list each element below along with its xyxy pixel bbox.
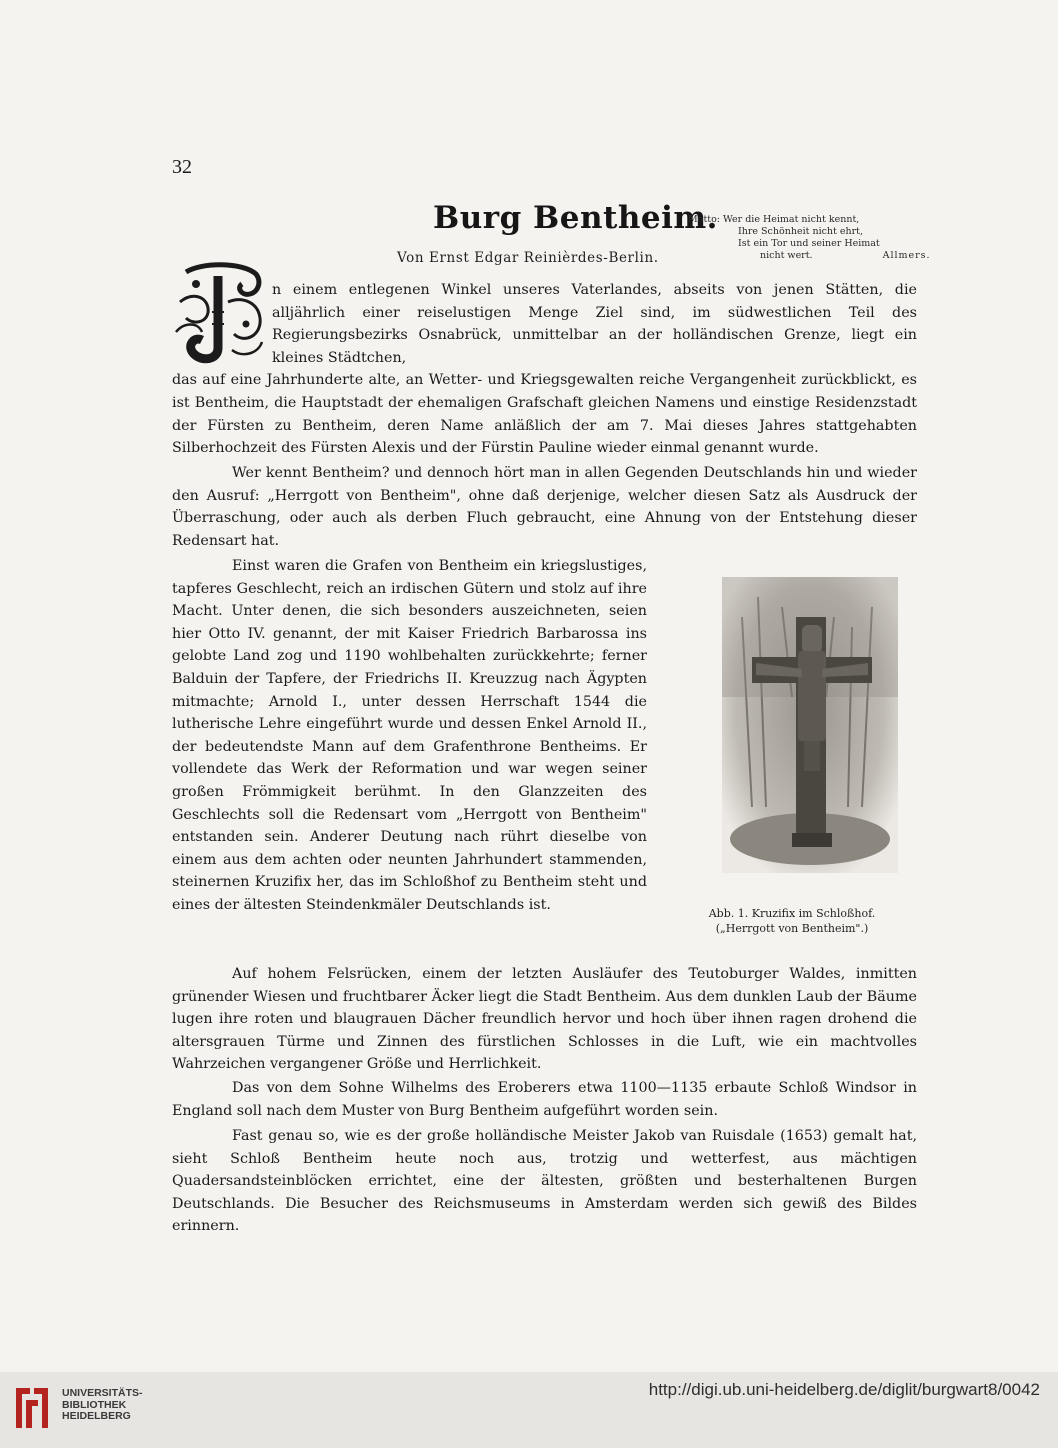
motto-line bbox=[688, 250, 931, 262]
motto-line: Ihre Schönheit nicht ehrt, bbox=[738, 226, 864, 237]
article-title: Burg Bentheim. bbox=[433, 200, 718, 236]
library-name-line: HEIDELBERG bbox=[62, 1410, 131, 1422]
page-number: 32 bbox=[172, 156, 192, 178]
caption-line: („Herrgott von Bentheim".) bbox=[715, 922, 869, 935]
intro-first-lines: n einem entlegenen Winkel unseres Vaterlandes, abseits von jenen Stätten, die alljährlich einer reiselustigen Menge Ziel sind, im südwestlichen Teil des Regierungsbezirks Osnabrück, unmittelbar an der holländischen Grenze, liegt ein kleines Städtchen, bbox=[272, 282, 917, 366]
motto bbox=[688, 214, 931, 262]
paragraph-2: Wer kennt Bentheim? und dennoch hört man in allen Gegenden Deutschlands hin und wieder den Ausruf: „Herrgott von Bentheim", ohne daß derjenige, welcher diesen Satz als Ausdruck der Überraschung, oder auch als derben Fluch gebraucht, eine Ahnung von der Entstehung dieser Redensart hat. bbox=[172, 465, 917, 549]
crucifix-photo bbox=[722, 577, 898, 873]
library-name[interactable] bbox=[62, 1388, 143, 1423]
paragraph-6: Fast genau so, wie es der große holländische Meister Jakob van Ruisdale (1653) gemalt hat, sieht Schloß Bentheim heute noch aus, trotzig und wetterfest, aus mächtigen Quadersandsteinblöcken errichtet, eine der ältesten, größten und besterhaltenen Burgen Deutschlands. Die Besucher des Reichsmuseums in Amsterdam werden sich gewiß des Bildes erinnern. bbox=[172, 1128, 917, 1235]
motto-line: Ist ein Tor und seiner Heimat bbox=[738, 238, 880, 249]
intro-rest: das auf eine Jahrhunderte alte, an Wetter- und Kriegsgewalten reiche Vergangenheit zurückblickt, es ist Bentheim, die Hauptstadt der ehemaligen Grafschaft gleichen Namens und einstige Residenzstadt der Fürsten zu Bentheim, deren Name anläßlich der am 7. Mai dieses Jahres stattgehabten Silberhochzeit des Fürsten Alexis und der Fürstin Pauline wieder einmal genannt wurde. bbox=[172, 372, 917, 457]
paragraph-3: Einst waren die Grafen von Bentheim ein kriegslustiges, tapferes Geschlecht, reich an irdischen Gütern und stolz auf ihre Macht. Unter denen, die sich besonders auszeichneten, seien hier Otto IV. genannt, der mit Kaiser Friedrich Barbarossa ins gelobte Land zog und 1190 wohlbehalten zurückkehrte; ferner Balduin der Tapfere, der Friedrichs II. Kreuzzug nach Ägypten mitmachte; Arnold I., unter dessen Herrschaft 1544 die lutherische Lehre eingeführt wurde und dessen Enkel Arnold II., der bedeutendste Mann auf dem Grafenthrone Bentheims. Er vollendete das Werk der Reformation und war wegen seiner großen Frömmigkeit berühmt. In den Glanzzeiten des Geschlechts soll die Redensart vom „Herrgott von Bentheim" entstanden sein. Anderer Deutung nach rührt dieselbe von einem aus dem achten oder neunten Jahrhundert stammenden, steinernen Kruzifix her, das im Schloßhof zu Bentheim steht und eines der ältesten Steindenkmäler Deutschlands ist. bbox=[172, 558, 647, 913]
paragraph-4: Auf hohem Felsrücken, einem der letzten Ausläufer des Teutoburger Waldes, inmitten grünender Wiesen und fruchtbarer Äcker liegt die Stadt Bentheim. Aus dem dunklen Laub der Bäume lugen ihre roten und blaugrauen Dächer freundlich hervor und hoch über ihnen ragen drohend die altersgrauen Türme und Zinnen des fürstlichen Schlosses in die Luft, wie ein machtvolles Wahrzeichen vergangener Größe und Herrlichkeit. bbox=[172, 966, 917, 1073]
intro-paragraph bbox=[172, 279, 917, 460]
university-library-logo-icon[interactable] bbox=[12, 1384, 52, 1432]
caption-line: Abb. 1. Kruzifix im Schloßhof. bbox=[708, 907, 876, 920]
motto-author: Allmers. bbox=[882, 250, 931, 261]
figure-caption bbox=[664, 906, 920, 936]
source-url-link[interactable]: http://digi.ub.uni-heidelberg.de/diglit/burgwart8/0042 bbox=[648, 1380, 1040, 1399]
article-byline: Von Ernst Edgar Reinièrdes-Berlin. bbox=[397, 250, 659, 266]
motto-line-end: nicht wert. bbox=[760, 250, 813, 261]
library-name-line: UNIVERSITÄTS- bbox=[62, 1387, 143, 1399]
motto-line: Motto: Wer die Heimat nicht kennt, bbox=[688, 214, 860, 225]
paragraph-5: Das von dem Sohne Wilhelms des Eroberers etwa 1100—1135 erbaute Schloß Windsor in England soll nach dem Muster von Burg Bentheim aufgeführt worden sein. bbox=[172, 1080, 917, 1119]
library-name-line: BIBLIOTHEK bbox=[62, 1398, 127, 1411]
